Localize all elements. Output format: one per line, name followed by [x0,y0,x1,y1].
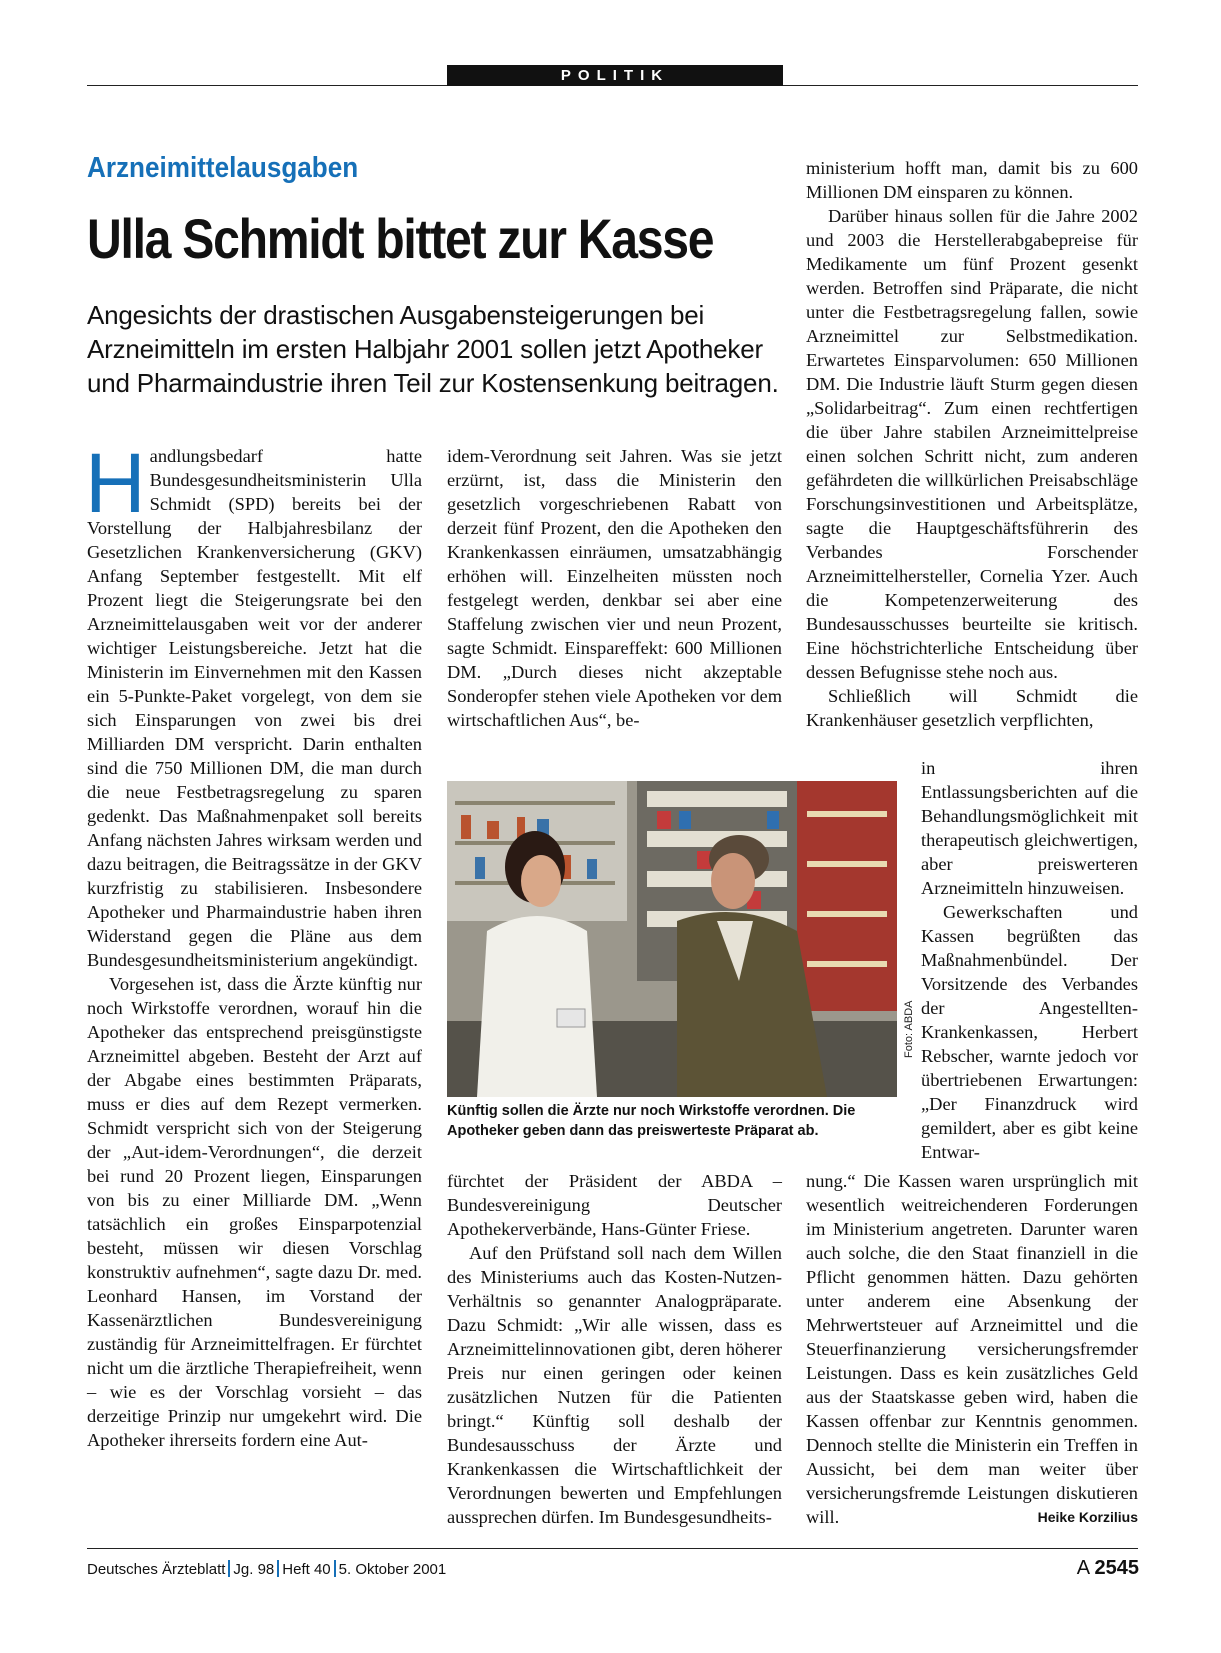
photo-illustration [447,781,897,1097]
article-kicker: Arzneimittelausgaben [87,152,359,184]
paragraph: Auf den Prüfstand soll nach dem Willen des Ministeriums auch das Kosten-Nutzen-Verhältnis so genannter Analogpräparate. Dazu Schmidt: „Wir alle wissen, dass es Arzneimittelinnovationen gibt, deren höherer Preis nur einen geringen oder keinen zusätzlichen Nutzen für die Patienten bringt.“ Künftig soll deshalb der Bundesausschuss der Ärzte und Krankenkassen die Wirtschaftlichkeit der Verordnungen bewerten und Empfehlungen aussprechen dürfen. Im Bundesgesundheits- [447,1243,782,1527]
article-column-1 [85,436,422,1452]
paragraph: fürchtet der Präsident der ABDA – Bundesvereinigung Deutscher Apothekerverbände, Hans-Günter Friese. [447,1171,782,1239]
article-column-2-bottom [447,1169,782,1529]
paragraph [806,1169,1138,1529]
paragraph: Gewerkschaften und Kassen begrüßten das Maßnahmenbündel. Der Vorsitzende des Verbandes der Angestellten-Krankenkassen, Herbert Rebscher, warnte jedoch vor übertriebenen Erwartungen: „Der Finanzdruck wird gemildert, aber es gibt keine Entwar- [921,902,1138,1162]
deck-line: Arzneimitteln im ersten Halbjahr 2001 sollen jetzt Apotheker [87,334,763,364]
paragraph-text: andlungsbedarf hatte Bundesgesundheitsministerin Ulla Schmidt (SPD) bereits bei der Vorstellung der Halbjahresbilanz der Gesetzlichen Krankenversicherung (GKV) Anfang September festgestellt. Mit elf Prozent liegt die Steigerungsrate bei den Arzneimittelausgaben weit vor der anderer wichtiger Leistungsbereiche. Jetzt hat die Ministerin im Einvernehmen mit den Kassen ein 5-Punkte-Paket vorgelegt, von dem sie sich Einsparungen von zwei bis drei Milliarden DM verspricht. Darin enthalten sind die 750 Millionen DM, die man durch die neue Festbetragsregelung zu sparen gedenkt. Das Maßnahmenpaket soll bereits Anfang nächsten Jahres wirksam werden und dazu beitragen, die Beitragssätze in der GKV kurzfristig zu stabilisieren. Insbesondere Apotheker und Pharmaindustrie haben ihren Widerstand gegen die Pläne aus dem Bundesgesundheitsministerium angekündigt. [87,446,422,970]
deck-line: Angesichts der drastischen Ausgabensteigerungen bei [87,300,705,330]
footer-separator [334,1560,336,1577]
paragraph [85,436,422,972]
photo-credit: Foto: ABDA [903,1000,915,1058]
paragraph: ministerium hofft man, damit bis zu 600 Millionen DM einsparen zu können. [806,158,1138,202]
paragraph-text: nung.“ Die Kassen waren ursprünglich mit wesentlich weitreichenderen Forderungen im Ministerium angetreten. Darunter waren auch solche, die den Staat finanziell in die Pflicht genommen hätten. Dazu gehörten unter anderem eine Absenkung der Mehrwertsteuer auf Arzneimittel und die Steuerfinanzierung versicherungsfremder Leistungen. Dass es kein zusätzliches Geld aus der Staatskasse geben wird, haben die Kassen offenbar zur Kenntnis genommen. Dennoch stellte die Ministerin ein Treffen in Aussicht, bei dem man weiter über versicherungsfremde Leistungen diskutieren will. [806,1171,1138,1527]
paragraph: Schließlich will Schmidt die Krankenhäuser gesetzlich verpflichten, [806,686,1138,730]
page-prefix: A [1076,1557,1089,1579]
paragraph: Darüber hinaus sollen für die Jahre 2002 und 2003 die Herstellerabgabepreise für Medikamente um fünf Prozent gesenkt werden. Betroffen sind Präparate, die nicht unter die Festbetragsregelung fallen, sowie Arzneimittel zur Selbstmedikation. Erwartetes Einsparvolumen: 650 Millionen DM. Die Industrie läuft Sturm gegen diesen „Solidarbeitrag“. Zum einen rechtfertigen die über Jahre stabilen Arzneimittelpreise einen solchen Schritt nicht, zum anderen gefährdeten die willkürlichen Preisabschläge Forschungsinvestitionen und Arbeitsplätze, sagte die Hauptgeschäftsführerin des Verbandes Forschender Arzneimittelhersteller, Cornelia Yzer. Auch die Kompetenzerweiterung des Bundesausschusses beurteilte sie kritisch. Eine höchstrichterliche Entscheidung über dessen Befugnisse stehe noch aus. [806,206,1138,682]
journal-volume: Jg. 98 [233,1561,275,1578]
article-column-3-narrow [921,756,1138,1164]
paragraph: Vorgesehen ist, dass die Ärzte künftig nur noch Wirkstoffe verordnen, worauf hin die Apotheker das entsprechend preisgünstigste Arzneimittel abgeben. Besteht der Arzt auf der Abgabe eines bestimmten Präparats, muss er dies auf dem Rezept vermerken. Schmidt verspricht sich von der Steigerung der „Aut-idem-Verordnungen“, die derzeit bei rund 20 Prozent liegen, Einsparungen von bis zu einer Milliarde DM. „Wenn tatsächlich ein großes Einsparpotenzial besteht, müssen wir diesen Vorschlag konstruktiv aufnehmen“, sagte dazu Dr. med. Leonhard Hansen, im Vorstand der Kassenärztlichen Bundesvereinigung zuständig für Arzneimittelfragen. Er fürchtet nicht um die ärztliche Therapiefreiheit, wenn – wie es der Vorschlag vorsieht – das derzeitige Prinzip nur umgekehrt wird. Die Apotheker ihrerseits fordern eine Aut- [87,974,422,1450]
article-headline: Ulla Schmidt bittet zur Kasse [87,207,714,270]
footer-rule [87,1548,1138,1549]
issue-date: 5. Oktober 2001 [338,1561,447,1578]
article-deck [87,298,882,400]
paragraph: idem-Verordnung seit Jahren. Was sie jetzt erzürnt, ist, dass die Ministerin den gesetzlich vorgeschriebenen Rabatt von derzeit fünf Prozent, den die Apotheken den Krankenkassen einräumen, umsatzabhängig erhöhen will. Einzelheiten müssten noch festgelegt werden, denkbar sei aber eine Staffelung zwischen vier und neun Prozent, sagte Schmidt. Einspareffekt: 600 Millionen DM. „Durch dieses nicht akzeptable Sonderopfer stehen viele Apotheken vor dem wirtschaftlichen Aus“, be- [447,446,782,730]
section-label: POLITIK [447,65,783,86]
footer-separator [277,1560,279,1577]
paragraph: in ihren Entlassungsberichten auf die Behandlungsmöglichkeit mit therapeutisch gleichwertigen, aber preiswerteren Arzneimitteln hinzuweisen. [921,758,1138,898]
pharmacy-photo [447,781,897,1097]
page-number [1077,1556,1139,1580]
journal-name: Deutsches Ärzteblatt [87,1561,226,1578]
article-column-3-bottom [806,1169,1138,1529]
journal-issue: Heft 40 [282,1561,331,1578]
dropcap: H [85,436,146,530]
page-number-value: 2545 [1094,1557,1139,1579]
article-column-2-top [447,444,782,732]
page-footer [87,1560,446,1580]
deck-line: und Pharmaindustrie ihren Teil zur Kostensenkung beitragen. [87,368,779,398]
article-column-3-top [806,156,1138,732]
photo-caption: Künftig sollen die Ärzte nur noch Wirkstoffe verordnen. Die Apotheker geben dann das preiswerteste Präparat ab. [447,1103,856,1139]
author-byline: Heike Korzilius [1037,1509,1138,1525]
footer-separator [228,1560,230,1577]
